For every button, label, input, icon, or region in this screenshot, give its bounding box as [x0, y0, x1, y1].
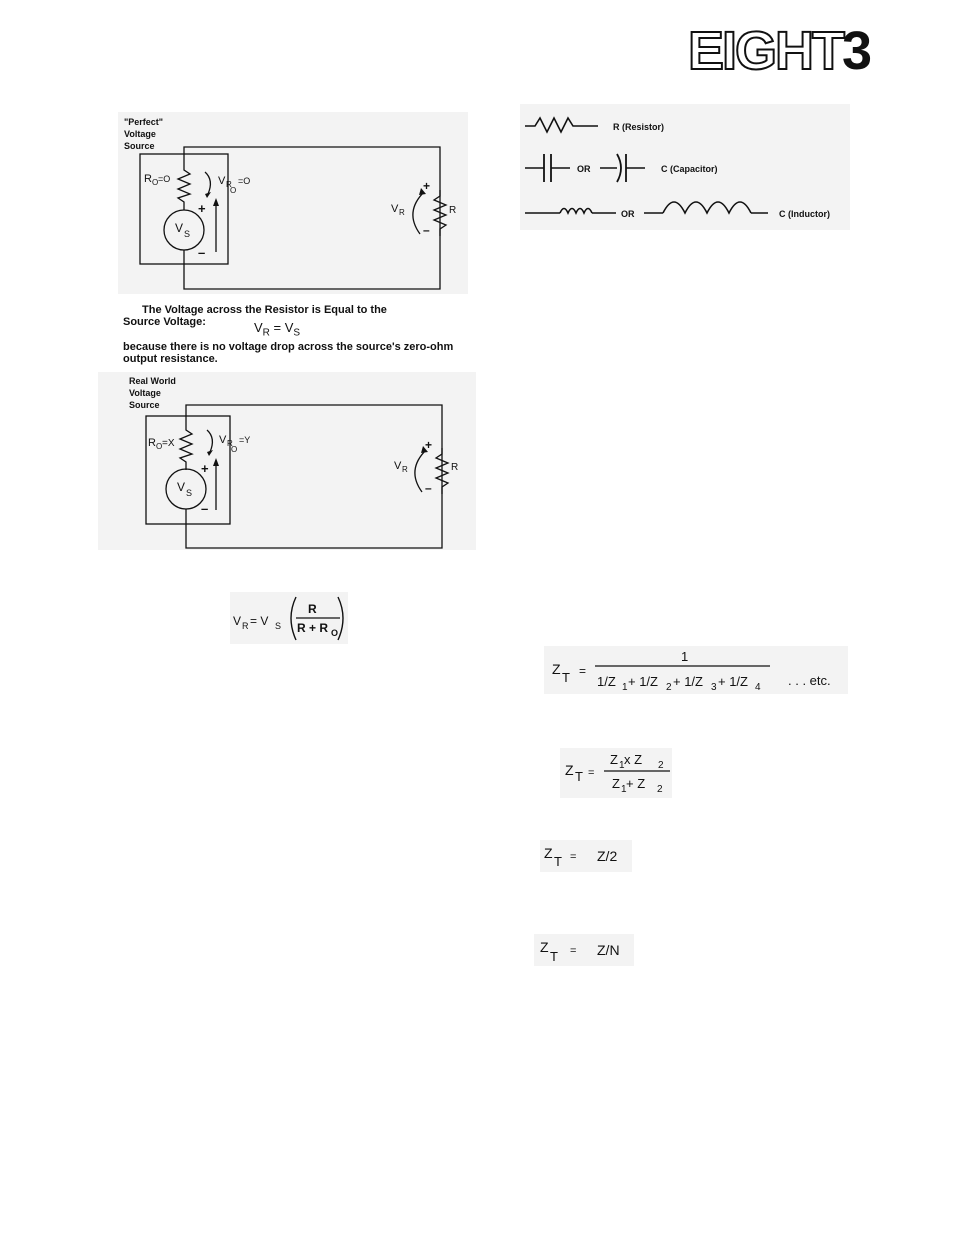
div-mid: = V [250, 614, 269, 628]
explain-line2: output resistance. [123, 353, 218, 365]
vs-sub: S [184, 229, 191, 239]
chapter-logo-word: EIGHT [688, 21, 844, 76]
real-ro-sub: O [156, 442, 163, 451]
div-den-sub: O [331, 628, 339, 638]
source-plus: + [198, 201, 206, 216]
div-mid-sub: S [275, 621, 282, 631]
half-eq: = [570, 851, 577, 863]
nth-value: Z/N [597, 942, 620, 958]
gen-sub-3: 3 [711, 682, 717, 693]
real-vro-sub: R [227, 439, 233, 448]
gen-zt: Z [552, 661, 561, 677]
two-zt-sub: T [575, 769, 583, 784]
div-den: R + R [297, 621, 329, 635]
chapter-logo-number: 3 [842, 21, 873, 76]
ro-sub: O [152, 178, 159, 187]
inductor-label: C (Inductor) [779, 209, 830, 219]
inductor-large-symbol [663, 202, 751, 213]
real-title-line3: Source [129, 400, 160, 410]
two-den-sub2: 2 [657, 784, 663, 795]
inductor-symbol [560, 209, 592, 214]
vro-value: =O [238, 176, 251, 186]
real-circuit-diagram [98, 372, 476, 550]
real-title-line1: Real World [129, 376, 176, 386]
half-zt-sub: T [554, 854, 562, 869]
two-zt: Z [565, 762, 574, 778]
resistor-label: R (Resistor) [613, 122, 665, 132]
div-lhs-sub: R [242, 621, 249, 631]
real-ro-value: =X [162, 438, 175, 449]
two-den-mid: + Z [626, 776, 646, 791]
real-vro-label: V [219, 434, 227, 446]
real-load-minus: – [425, 481, 432, 495]
left-paren [291, 597, 296, 640]
real-vro-sub2: O [231, 445, 238, 454]
explain-line1: because there is no voltage drop across the source's zero-ohm [123, 341, 454, 353]
gen-zt-sub: T [562, 670, 570, 685]
gen-sub-4: 4 [755, 682, 761, 693]
vr-label: V [391, 203, 399, 215]
n-equal-formula [534, 934, 634, 966]
real-drop-arrow [207, 430, 212, 452]
source-minus: – [198, 245, 206, 260]
capacitor-or: OR [577, 164, 591, 174]
ro-value: =O [158, 174, 171, 184]
equal-pair-formula [540, 840, 632, 872]
two-eq: = [588, 767, 595, 779]
eq-mid: = V [269, 320, 294, 335]
two-num-z1: Z [610, 752, 618, 767]
real-load-plus: + [425, 438, 433, 452]
perfect-title-line3: Source [124, 141, 155, 151]
polarized-capacitor-symbol [617, 154, 621, 182]
real-vs-label: V [177, 480, 186, 494]
load-plus: + [423, 179, 431, 193]
vro-sub: R [226, 180, 232, 189]
vr-equals-vs [254, 320, 300, 339]
two-den-z1: Z [612, 776, 620, 791]
chapter-logo-graphic [688, 20, 893, 76]
eq-sub-s: S [293, 327, 301, 339]
gen-den-1: 1/Z [597, 674, 616, 689]
output-resistor-symbol [178, 164, 190, 210]
real-title-line2: Voltage [129, 388, 161, 398]
gen-sub-1: 1 [622, 682, 628, 693]
two-num-sub1: 1 [619, 760, 625, 771]
chapter-logo [688, 20, 893, 76]
eq-v: V [254, 320, 263, 335]
gen-num: 1 [681, 649, 689, 664]
inductor-or: OR [621, 209, 635, 219]
circuit-wire [184, 147, 440, 289]
nth-eq: = [570, 945, 577, 957]
div-lhs: V [233, 614, 242, 628]
real-source-minus: – [201, 501, 209, 516]
perfect-circuit-diagram [118, 112, 468, 294]
drop-arrow [205, 172, 210, 194]
capacitor-label: C (Capacitor) [661, 164, 718, 174]
real-load-r-label: R [451, 462, 459, 473]
real-source-box [146, 416, 230, 524]
divider-formula [230, 592, 348, 644]
real-vs-sub: S [186, 488, 193, 498]
nth-zt-sub: T [550, 949, 558, 964]
vro-label: V [218, 175, 226, 187]
two-num-mid: x Z [624, 752, 643, 767]
load-r-label: R [449, 205, 457, 216]
gen-sub-2: 2 [666, 682, 672, 693]
perfect-title-line2: Voltage [124, 129, 156, 139]
caption-line1: The Voltage across the Resistor is Equal to the [142, 304, 387, 316]
perfect-title-line1: "Perfect" [124, 117, 164, 127]
vr-sub: R [399, 208, 405, 217]
two-num-sub2: 2 [658, 760, 664, 771]
vs-label: V [175, 221, 184, 235]
gen-eq: = [579, 664, 587, 678]
component-symbols [520, 104, 850, 230]
gen-den-2: + 1/Z [628, 674, 658, 689]
real-vr-sub: R [402, 465, 408, 474]
two-den-sub1: 1 [621, 784, 627, 795]
half-zt: Z [544, 845, 553, 861]
gen-etc: . . . etc. [788, 673, 831, 688]
div-num: R [308, 602, 317, 616]
gen-den-3: + 1/Z [673, 674, 703, 689]
ro-label: R [144, 173, 152, 185]
two-parallel-formula [560, 748, 672, 798]
real-vro-value: =Y [239, 435, 251, 445]
real-output-resistor-symbol [180, 424, 192, 470]
nth-zt: Z [540, 939, 549, 955]
resistor-symbol [525, 118, 598, 132]
gen-den-4: + 1/Z [718, 674, 748, 689]
real-ro-label: R [148, 437, 156, 449]
real-vr-label: V [394, 460, 402, 472]
vro-sub2: O [230, 186, 237, 195]
general-parallel-formula [544, 646, 848, 694]
eq-sub-r: R [262, 327, 270, 339]
real-circuit-wire [186, 405, 442, 548]
caption-line2: Source Voltage: [123, 316, 206, 328]
half-value: Z/2 [597, 848, 618, 864]
real-source-plus: + [201, 461, 209, 476]
load-minus: – [423, 223, 430, 237]
